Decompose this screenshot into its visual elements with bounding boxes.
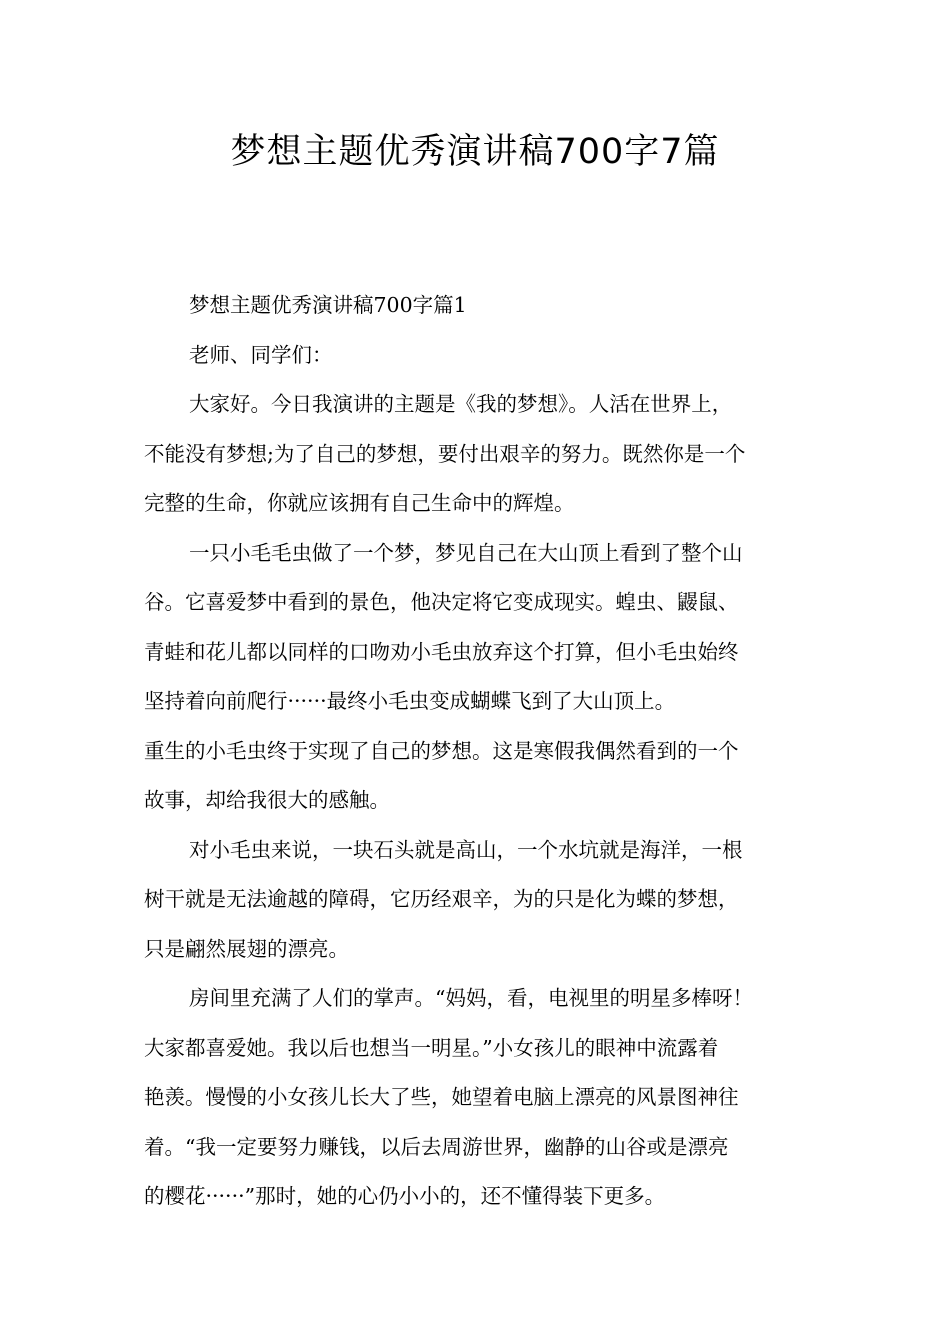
- paragraph-line: 房间里充满了人们的掌声。“妈妈，看，电视里的明星多棒呀！: [189, 986, 753, 1010]
- paragraph-line: 大家都喜爱她。我以后也想当一明星。”小女孩儿的眼神中流露着: [144, 1035, 719, 1060]
- paragraph-line: 青蛙和花儿都以同样的口吻劝小毛虫放弃这个打算，但小毛虫始终: [144, 639, 739, 664]
- paragraph-line: 完整的生命，你就应该拥有自己生命中的辉煌。: [144, 491, 575, 515]
- paragraph-line: 只是翩然展翅的漂亮。: [144, 936, 349, 961]
- paragraph-line: 树干就是无法逾越的障碍，它历经艰辛，为的只是化为蝶的梦想，: [144, 887, 739, 911]
- paragraph-line: 大家好。今日我演讲的主题是《我的梦想》。人活在世界上，: [189, 392, 733, 416]
- paragraph-line: 的樱花······”那时，她的心仍小小的，还不懂得装下更多。: [144, 1184, 666, 1208]
- document-body: [144, 281, 822, 1222]
- paragraph-line: 不能没有梦想;为了自己的梦想，要付出艰辛的努力。既然你是一个: [144, 441, 746, 466]
- section-heading: 梦想主题优秀演讲稿700字篇1: [189, 293, 467, 317]
- paragraph-line: 重生的小毛虫终于实现了自己的梦想。这是寒假我偶然看到的一个: [144, 738, 739, 763]
- paragraph-line: 谷。它喜爱梦中看到的景色，他决定将它变成现实。蝗虫、鼹鼠、: [144, 590, 739, 614]
- paragraph-line: 坚持着向前爬行······最终小毛虫变成蝴蝶飞到了大山顶上。: [144, 689, 676, 713]
- paragraph-line: 对小毛虫来说，一块石头就是高山，一个水坑就是海洋，一根: [189, 837, 743, 862]
- paragraph-line: 着。“我一定要努力赚钱，以后去周游世界，幽静的山谷或是漂亮: [144, 1134, 729, 1159]
- paragraph-line: 一只小毛毛虫做了一个梦，梦见自己在大山顶上看到了整个山: [189, 540, 743, 565]
- document-title: 梦想主题优秀演讲稿700字7篇: [230, 132, 720, 172]
- paragraph-line: 故事，却给我很大的感触。: [144, 788, 390, 812]
- paragraph-line: 艳羡。慢慢的小女孩儿长大了些，她望着电脑上漂亮的风景图神往: [144, 1085, 739, 1109]
- salutation: 老师、同学们：: [189, 342, 333, 367]
